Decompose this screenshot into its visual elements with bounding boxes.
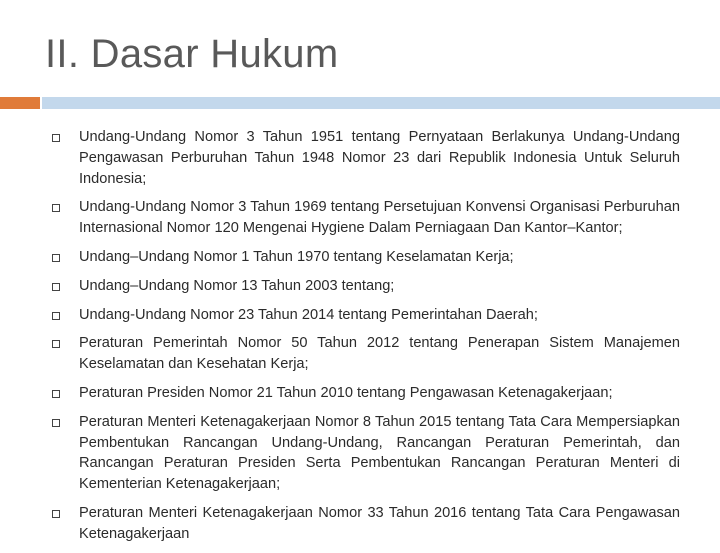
- list-item: [52, 197, 680, 239]
- list-item: [52, 503, 680, 545]
- list-item-text: Peraturan Pemerintah Nomor 50 Tahun 2012 tentang Penerapan Sistem Manajemen Keselamatan dan Kesehatan Kerja;: [79, 335, 680, 373]
- list-item-text: Undang–Undang Nomor 13 Tahun 2003 tentang;: [79, 277, 395, 294]
- list-item-text: Undang-Undang Nomor 23 Tahun 2014 tentang Pemerintahan Daerah;: [79, 306, 538, 323]
- list-item: [52, 333, 680, 375]
- list-item: [52, 412, 680, 495]
- hollow-square-bullet-icon: [52, 204, 60, 212]
- list-item-text: Peraturan Presiden Nomor 21 Tahun 2010 tentang Pengawasan Ketenagakerjaan;: [79, 384, 613, 401]
- hollow-square-bullet-icon: [52, 390, 60, 398]
- accent-bar-blue: [42, 97, 720, 109]
- list-item: [52, 276, 680, 297]
- hollow-square-bullet-icon: [52, 134, 60, 142]
- legal-basis-list: [52, 127, 680, 553]
- list-item-text: Undang-Undang Nomor 3 Tahun 1969 tentang Persetujuan Konvensi Organisasi Perburuhan Internasional Nomor 120 Mengenai Hygiene Dalam Perniagaan Dan Kantor–Kantor;: [79, 199, 680, 237]
- list-item: [52, 383, 680, 404]
- list-item-text: Peraturan Menteri Ketenagakerjaan Nomor 8 Tahun 2015 tentang Tata Cara Mempersiapkan Pembentukan Rancangan Undang-Undang, Rancangan Peraturan Pemerintah, dan Rancangan Peraturan Presiden Serta Pembentukan Rancangan Peraturan Menteri di Kementerian Ketenagakerjaan;: [79, 413, 680, 493]
- list-item-text: Peraturan Menteri Ketenagakerjaan Nomor 33 Tahun 2016 tentang Tata Cara Pengawasan Ketenagakerjaan: [79, 504, 680, 542]
- hollow-square-bullet-icon: [52, 283, 60, 291]
- list-item: [52, 127, 680, 189]
- list-item: [52, 305, 680, 326]
- list-item-text: Undang-Undang Nomor 3 Tahun 1951 tentang Pernyataan Berlakunya Undang-Undang Pengawasan Perburuhan Tahun 1948 Nomor 23 dari Republik Indonesia Untuk Seluruh Indonesia;: [79, 129, 680, 187]
- accent-bar-orange: [0, 97, 40, 109]
- hollow-square-bullet-icon: [52, 312, 60, 320]
- hollow-square-bullet-icon: [52, 340, 60, 348]
- list-item: [52, 247, 680, 268]
- hollow-square-bullet-icon: [52, 254, 60, 262]
- slide-title: II. Dasar Hukum: [45, 32, 339, 76]
- list-item-text: Undang–Undang Nomor 1 Tahun 1970 tentang Keselamatan Kerja;: [79, 248, 514, 265]
- hollow-square-bullet-icon: [52, 419, 60, 427]
- hollow-square-bullet-icon: [52, 510, 60, 518]
